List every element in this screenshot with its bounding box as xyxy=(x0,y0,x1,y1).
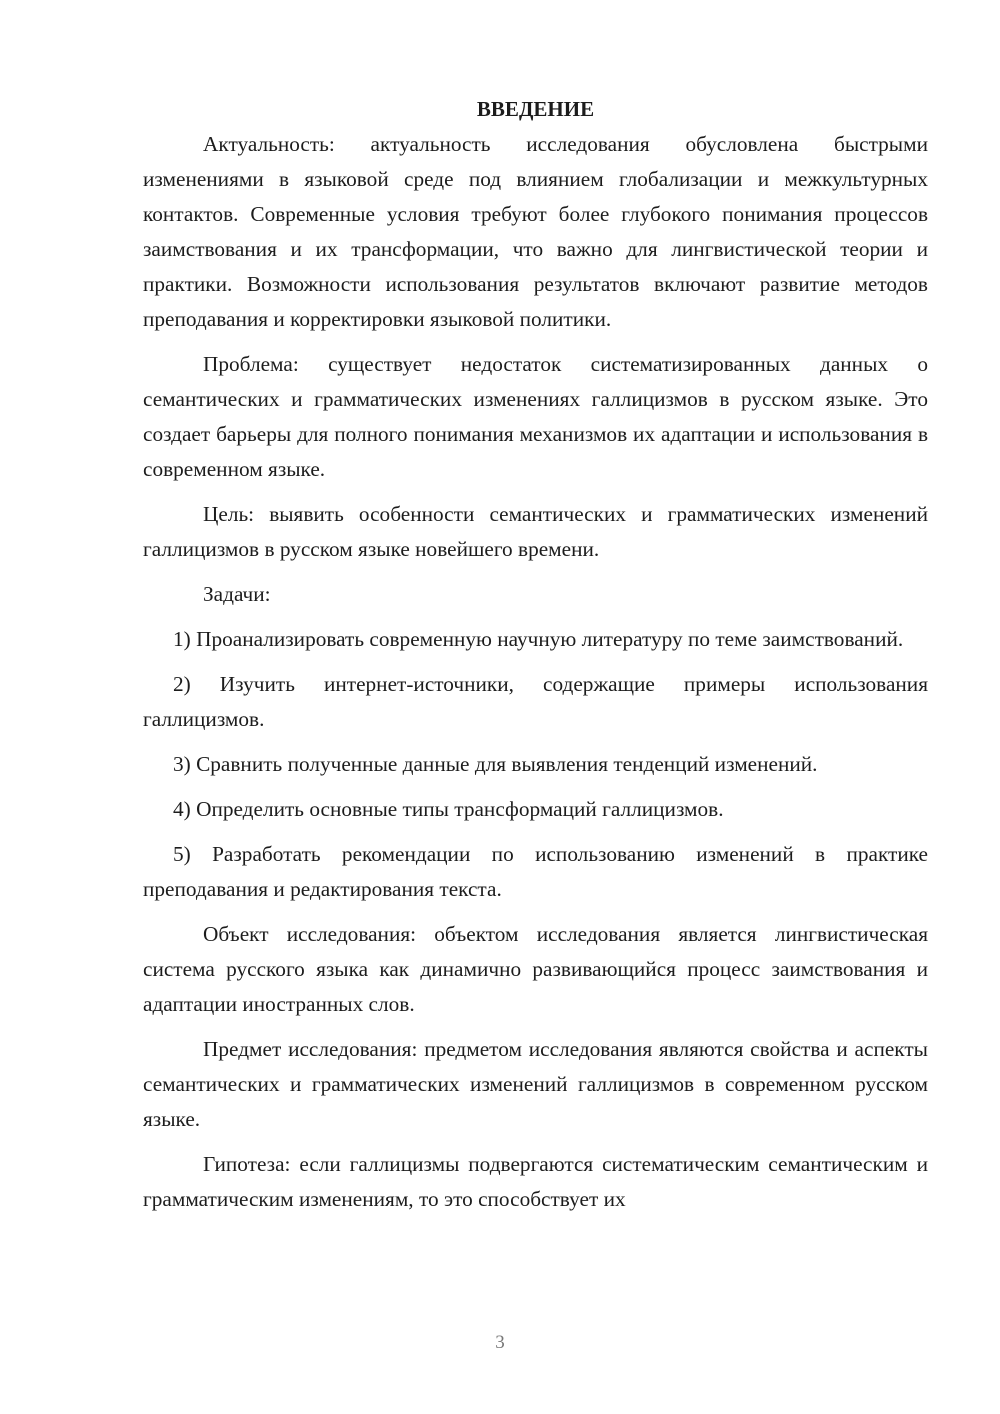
task-item: 1) Проанализировать современную научную литературу по теме заимствований. xyxy=(173,627,904,651)
page-title: ВВЕДЕНИЕ xyxy=(476,97,595,121)
task-item: 4) Определить основные типы трансформаций галлицизмов. xyxy=(173,797,724,821)
task-item: 2) Изучить интернет-источники, содержащие примеры использования галлицизмов. xyxy=(143,672,928,731)
document-page xyxy=(143,92,928,1227)
problem-paragraph: Проблема: существует недостаток систематизированных данных о семантических и грамматических изменениях галлицизмов в русском языке. Это создает барьеры для полного понимания механизмов их адаптации и использования в современном языке. xyxy=(143,352,928,481)
goal-paragraph: Цель: выявить особенности семантических и грамматических изменений галлицизмов в русском языке новейшего времени. xyxy=(143,502,928,561)
relevance-paragraph: Актуальность: актуальность исследования обусловлена быстрыми изменениями в языковой среде под влиянием глобализации и межкультурных контактов. Современные условия требуют более глубокого понимания процессов заимствования и их трансформации, что важно для лингвистической теории и практики. Возможности использования результатов включают развитие методов преподавания и корректировки языковой политики. xyxy=(143,132,928,331)
page-number: 3 xyxy=(495,1332,505,1353)
subject-paragraph: Предмет исследования: предметом исследования являются свойства и аспекты семантических и грамматических изменений галлицизмов в современном русском языке. xyxy=(143,1037,928,1131)
hypothesis-paragraph: Гипотеза: если галлицизмы подвергаются систематическим семантическим и грамматическим изменениям, то это способствует их xyxy=(143,1152,928,1211)
task-item: 3) Сравнить полученные данные для выявления тенденций изменений. xyxy=(173,752,818,776)
object-paragraph: Объект исследования: объектом исследования является лингвистическая система русского языка как динамично развивающийся процесс заимствования и адаптации иностранных слов. xyxy=(143,922,928,1016)
tasks-title: Задачи: xyxy=(203,582,271,606)
task-item: 5) Разработать рекомендации по использованию изменений в практике преподавания и редактирования текста. xyxy=(143,842,928,901)
